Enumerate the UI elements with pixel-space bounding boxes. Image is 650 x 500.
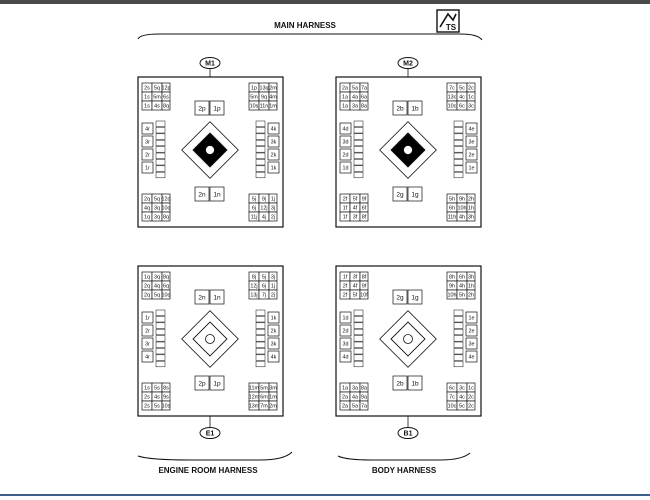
minor-cavity	[256, 172, 265, 178]
cavity-label: 4j	[261, 214, 267, 221]
connector-block-m1	[138, 58, 283, 228]
cavity-label: 10q	[161, 205, 171, 212]
cavity-label: 1j	[270, 283, 276, 290]
minor-cavity	[156, 310, 165, 316]
cavity-label: 1a	[342, 94, 348, 101]
cavity-label: 6c	[449, 385, 455, 392]
cavity-label: 5m	[260, 385, 268, 392]
minor-cavity	[354, 121, 363, 127]
cavity-label: 10s	[161, 403, 171, 410]
cavity-label: 5c	[459, 403, 465, 410]
minor-cavity	[354, 316, 363, 322]
cavity-label: 2c	[468, 85, 474, 92]
cavity-label: 2a	[342, 403, 348, 410]
cavity-label: 3q	[154, 214, 160, 221]
minor-cavity	[256, 323, 265, 329]
cavity-label: 2s	[144, 85, 150, 92]
cavity-label: 11n	[259, 103, 269, 110]
center-key-hole	[206, 335, 215, 344]
cavity-label: 1b	[411, 105, 419, 113]
cavity-label: 7c	[449, 85, 455, 92]
cavity-label: 7a	[361, 403, 367, 410]
cavity-label: 3q	[154, 274, 160, 281]
minor-cavity	[256, 134, 265, 140]
cavity-label: 1c	[468, 385, 474, 392]
minor-cavity	[454, 172, 463, 178]
minor-cavity	[156, 140, 165, 146]
cavity-label: 1q	[144, 214, 150, 221]
cavity-label: 5f	[352, 196, 358, 203]
cavity-label: 12j	[250, 283, 258, 290]
minor-cavity	[256, 361, 265, 367]
cavity-label: 2j	[270, 214, 276, 221]
minor-cavity	[256, 329, 265, 335]
cavity-label: 10f	[360, 292, 368, 299]
cavity-label: 4q	[144, 205, 150, 212]
cavity-label: 2n	[198, 294, 206, 302]
minor-cavity	[256, 147, 265, 153]
cavity-label: 3c	[468, 103, 474, 110]
cavity-label: 6h	[459, 274, 465, 281]
minor-cavity	[256, 342, 265, 348]
cavity-label: 2c	[468, 394, 474, 401]
cavity-label: 3a	[352, 385, 358, 392]
cavity-label: 8f	[361, 214, 367, 221]
cavity-label: 1f	[342, 205, 348, 212]
cavity-label: 1k	[270, 315, 277, 322]
minor-cavity	[454, 361, 463, 367]
cavity-label: 3e	[468, 341, 475, 348]
minor-cavity	[454, 323, 463, 329]
minor-cavity	[354, 140, 363, 146]
cavity-label: 1a	[342, 385, 348, 392]
cavity-label: 4k	[270, 354, 277, 361]
cavity-label: 2q	[144, 292, 150, 299]
cavity-label: 1p	[213, 380, 221, 388]
cavity-label: 2c	[468, 403, 474, 410]
cavity-label: 3j	[270, 274, 276, 281]
cavity-label: 8f	[361, 274, 367, 281]
cavity-label: 4h	[459, 283, 465, 290]
minor-cavity	[156, 159, 165, 165]
cavity-label: 8s	[163, 385, 169, 392]
cavity-label: 4a	[352, 394, 358, 401]
minor-cavity	[454, 355, 463, 361]
cavity-label: 13q	[259, 85, 269, 92]
minor-cavity	[256, 336, 265, 342]
cavity-label: 3f	[352, 214, 358, 221]
cavity-label: 1h	[468, 205, 474, 212]
minor-cavity	[156, 348, 165, 354]
cavity-label: 3c	[459, 385, 465, 392]
minor-cavity	[156, 127, 165, 133]
cavity-label: 5c	[459, 85, 465, 92]
cavity-label: 9f	[361, 283, 367, 290]
cavity-label: 4e	[468, 354, 475, 361]
minor-cavity	[454, 316, 463, 322]
minor-cavity	[256, 310, 265, 316]
cavity-label: 12p	[161, 85, 171, 92]
cavity-label: 4d	[342, 126, 349, 133]
cavity-label: 8q	[163, 214, 169, 221]
cavity-label: 6m	[260, 394, 268, 401]
cavity-label: 2m	[269, 85, 277, 92]
minor-cavity	[156, 166, 165, 172]
minor-cavity	[354, 323, 363, 329]
minor-cavity	[454, 153, 463, 159]
minor-cavity	[354, 159, 363, 165]
cavity-label: 5f	[352, 292, 358, 299]
center-key-hole	[206, 146, 215, 155]
cavity-label: 3h	[468, 274, 474, 281]
minor-cavity	[354, 172, 363, 178]
cavity-label: 9h	[449, 283, 455, 290]
cavity-label: 1j	[270, 196, 276, 203]
main-harness-bracket	[138, 34, 482, 40]
engine-room-harness-bracket	[138, 452, 292, 460]
cavity-label: 4c	[459, 394, 465, 401]
cavity-label: 2p	[198, 380, 206, 388]
cavity-label: 10h	[457, 205, 467, 212]
cavity-label: 4r	[145, 126, 150, 133]
cavity-label: 12j	[260, 205, 268, 212]
cavity-label: 1b	[411, 380, 419, 388]
minor-cavity	[354, 153, 363, 159]
minor-cavity	[354, 329, 363, 335]
cavity-label: 9a	[361, 394, 367, 401]
cavity-label: 2k	[270, 152, 277, 159]
cavity-label: 3f	[352, 274, 358, 281]
cavity-label: 3a	[352, 103, 358, 110]
cavity-label: 2d	[342, 328, 349, 335]
cavity-label: 2f	[342, 283, 348, 290]
minor-cavity	[454, 127, 463, 133]
cavity-label: 7m	[260, 403, 268, 410]
minor-cavity	[156, 342, 165, 348]
minor-cavity	[156, 153, 165, 159]
cavity-label: 1h	[468, 283, 474, 290]
connector-block-m2	[336, 58, 481, 228]
main-harness-heading: MAIN HARNESS	[274, 21, 336, 30]
minor-cavity	[454, 147, 463, 153]
minor-cavity	[156, 329, 165, 335]
minor-cavity	[454, 336, 463, 342]
cavity-label: 2a	[342, 85, 348, 92]
cavity-label: 10s	[249, 103, 259, 110]
cavity-label: 1s	[144, 94, 150, 101]
cavity-label: 1p	[251, 85, 257, 92]
cavity-label: 2j	[270, 292, 276, 299]
cavity-label: 1m	[269, 103, 277, 110]
cavity-label: 5h	[449, 196, 455, 203]
minor-cavity	[354, 355, 363, 361]
cavity-label: 4a	[352, 94, 358, 101]
center-key-hole	[404, 335, 413, 344]
minor-cavity	[256, 153, 265, 159]
cavity-label: 1p	[213, 105, 221, 113]
cavity-label: 2b	[396, 105, 404, 113]
minor-cavity	[156, 361, 165, 367]
cavity-label: 2s	[144, 403, 150, 410]
cavity-label: 1g	[411, 294, 419, 302]
block-label: M1	[205, 60, 215, 68]
cavity-label: 3d	[342, 341, 349, 348]
minor-cavity	[256, 355, 265, 361]
block-label: M2	[403, 60, 413, 68]
minor-cavity	[454, 342, 463, 348]
cavity-label: 2q	[144, 283, 150, 290]
cavity-label: 2f	[342, 196, 348, 203]
cavity-label: 8h	[449, 274, 455, 281]
cavity-label: 4m	[269, 94, 277, 101]
minor-cavity	[256, 316, 265, 322]
cavity-label: 10h	[447, 292, 457, 299]
cavity-label: 3k	[270, 341, 277, 348]
cavity-label: 1n	[213, 191, 221, 199]
cavity-label: 6c	[459, 103, 465, 110]
cavity-label: 8j	[251, 274, 257, 281]
minor-cavity	[454, 329, 463, 335]
cavity-label: 2g	[396, 191, 404, 199]
cavity-label: 4r	[145, 354, 150, 361]
minor-cavity	[354, 127, 363, 133]
cavity-label: 4q	[154, 283, 160, 290]
minor-cavity	[156, 323, 165, 329]
cavity-label: 4h	[459, 214, 465, 221]
cavity-label: 8q	[163, 103, 169, 110]
minor-cavity	[354, 361, 363, 367]
cavity-label: 3e	[468, 139, 475, 146]
cavity-label: 10c	[447, 103, 457, 110]
cavity-label: 1f	[342, 214, 348, 221]
cavity-label: 3d	[342, 139, 349, 146]
cavity-label: 5s	[154, 403, 160, 410]
cavity-label: 4d	[342, 354, 349, 361]
cavity-label: 2n	[198, 191, 206, 199]
cavity-label: 4e	[468, 126, 475, 133]
cavity-label: 1a	[342, 103, 348, 110]
cavity-label: 2k	[270, 328, 277, 335]
minor-cavity	[156, 134, 165, 140]
cavity-label: 1g	[411, 191, 419, 199]
minor-cavity	[156, 355, 165, 361]
cavity-label: 5a	[352, 85, 358, 92]
cavity-label: 6j	[251, 205, 257, 212]
minor-cavity	[454, 121, 463, 127]
cavity-label: 5a	[352, 403, 358, 410]
cavity-label: 2s	[144, 394, 150, 401]
cavity-label: 6q	[163, 283, 169, 290]
block-label: E1	[205, 430, 215, 438]
cavity-label: 3r	[145, 139, 150, 146]
cavity-label: 1e	[468, 165, 475, 172]
cavity-label: 1q	[144, 274, 150, 281]
cavity-label: 2r	[145, 328, 150, 335]
cavity-label: 6s	[163, 94, 169, 101]
cavity-label: 5s	[154, 385, 160, 392]
cavity-label: 2f	[342, 292, 348, 299]
cavity-label: 4f	[352, 205, 358, 212]
cavity-label: 7j	[261, 292, 267, 299]
cavity-label: 8a	[361, 385, 367, 392]
cavity-label: 9j	[261, 196, 267, 203]
cavity-label: 10c	[447, 403, 457, 410]
cavity-label: 7c	[449, 394, 455, 401]
cavity-label: 3j	[270, 205, 276, 212]
cavity-label: 5q	[154, 85, 160, 92]
minor-cavity	[454, 159, 463, 165]
ts-manual-logo-icon	[437, 10, 459, 32]
minor-cavity	[156, 121, 165, 127]
cavity-label: 3h	[468, 214, 474, 221]
center-key-hole	[404, 146, 413, 155]
cavity-label: 9q	[261, 94, 267, 101]
cavity-label: 11h	[447, 214, 457, 221]
cavity-label: 2p	[198, 105, 206, 113]
cavity-label: 1d	[342, 165, 349, 172]
minor-cavity	[354, 166, 363, 172]
cavity-label: 1c	[468, 94, 474, 101]
body-harness-bracket	[338, 453, 470, 460]
cavity-label: 4f	[352, 283, 358, 290]
cavity-label: 4k	[270, 126, 277, 133]
minor-cavity	[454, 134, 463, 140]
minor-cavity	[156, 336, 165, 342]
cavity-label: 9s	[163, 394, 169, 401]
connector-block-e1	[138, 266, 283, 439]
cavity-label: 8a	[361, 103, 367, 110]
cavity-label: 9f	[361, 196, 367, 203]
cavity-label: 5j	[261, 274, 267, 281]
connector-block-b1	[336, 266, 481, 439]
cavity-label: 1n	[213, 294, 221, 302]
minor-cavity	[256, 140, 265, 146]
ts-logo-text: TS	[445, 23, 457, 32]
cavity-label: 12m	[248, 394, 260, 401]
minor-cavity	[256, 348, 265, 354]
cavity-label: 1s	[144, 103, 150, 110]
minor-cavity	[354, 147, 363, 153]
cavity-label: 13j	[250, 292, 258, 299]
block-label: B1	[403, 430, 413, 438]
cavity-label: 6h	[449, 205, 455, 212]
cavity-label: 13m	[248, 403, 260, 410]
minor-cavity	[454, 348, 463, 354]
cavity-label: 11j	[250, 214, 258, 221]
cavity-label: 2h	[468, 196, 474, 203]
cavity-label: 2e	[468, 152, 475, 159]
cavity-label: 13c	[447, 94, 457, 101]
minor-cavity	[454, 140, 463, 146]
minor-cavity	[256, 159, 265, 165]
engine-room-harness-heading: ENGINE ROOM HARNESS	[158, 466, 258, 475]
cavity-label: 5h	[459, 292, 465, 299]
cavity-label: 2h	[468, 292, 474, 299]
cavity-label: 5m	[250, 94, 258, 101]
cavity-label: 2r	[145, 152, 150, 159]
cavity-label: 1r	[145, 165, 150, 172]
minor-cavity	[156, 147, 165, 153]
cavity-label: 5q	[154, 196, 160, 203]
minor-cavity	[354, 336, 363, 342]
cavity-label: 5q	[154, 292, 160, 299]
cavity-label: 1k	[270, 165, 277, 172]
cavity-label: 12q	[161, 196, 171, 203]
cavity-label: 6j	[261, 283, 267, 290]
minor-cavity	[354, 134, 363, 140]
body-harness-heading: BODY HARNESS	[371, 466, 437, 475]
minor-cavity	[256, 127, 265, 133]
cavity-label: 1s	[144, 385, 150, 392]
cavity-label: 2a	[342, 394, 348, 401]
cavity-label: 2g	[396, 294, 404, 302]
cavity-label: 6f	[361, 205, 367, 212]
minor-cavity	[256, 166, 265, 172]
cavity-label: 3r	[145, 341, 150, 348]
cavity-label: 8q	[163, 274, 169, 281]
cavity-label: 1r	[145, 315, 150, 322]
cavity-label: 2m	[269, 403, 277, 410]
cavity-label: 2b	[396, 380, 404, 388]
minor-cavity	[454, 310, 463, 316]
cavity-label: 4s	[154, 394, 160, 401]
cavity-label: 10q	[161, 292, 171, 299]
minor-cavity	[454, 166, 463, 172]
cavity-label: 2q	[144, 196, 150, 203]
cavity-label: 1e	[468, 315, 475, 322]
cavity-label: 2e	[468, 328, 475, 335]
cavity-label: 4c	[459, 94, 465, 101]
cavity-label: 9h	[459, 196, 465, 203]
cavity-label: 3k	[270, 139, 277, 146]
cavity-label: 11m	[248, 385, 260, 392]
cavity-label: 7a	[361, 85, 367, 92]
minor-cavity	[256, 121, 265, 127]
cavity-label: 5m	[153, 94, 161, 101]
cavity-label: 5j	[251, 196, 257, 203]
cavity-label: 2d	[342, 152, 349, 159]
minor-cavity	[354, 342, 363, 348]
minor-cavity	[354, 310, 363, 316]
cavity-label: 1f	[342, 274, 348, 281]
cavity-label: 1d	[342, 315, 349, 322]
cavity-label: 6a	[361, 94, 367, 101]
cavity-label: 1m	[269, 394, 277, 401]
minor-cavity	[156, 316, 165, 322]
cavity-label: 4s	[154, 103, 160, 110]
minor-cavity	[354, 348, 363, 354]
cavity-label: 3m	[269, 385, 277, 392]
minor-cavity	[156, 172, 165, 178]
cavity-label: 3q	[154, 205, 160, 212]
